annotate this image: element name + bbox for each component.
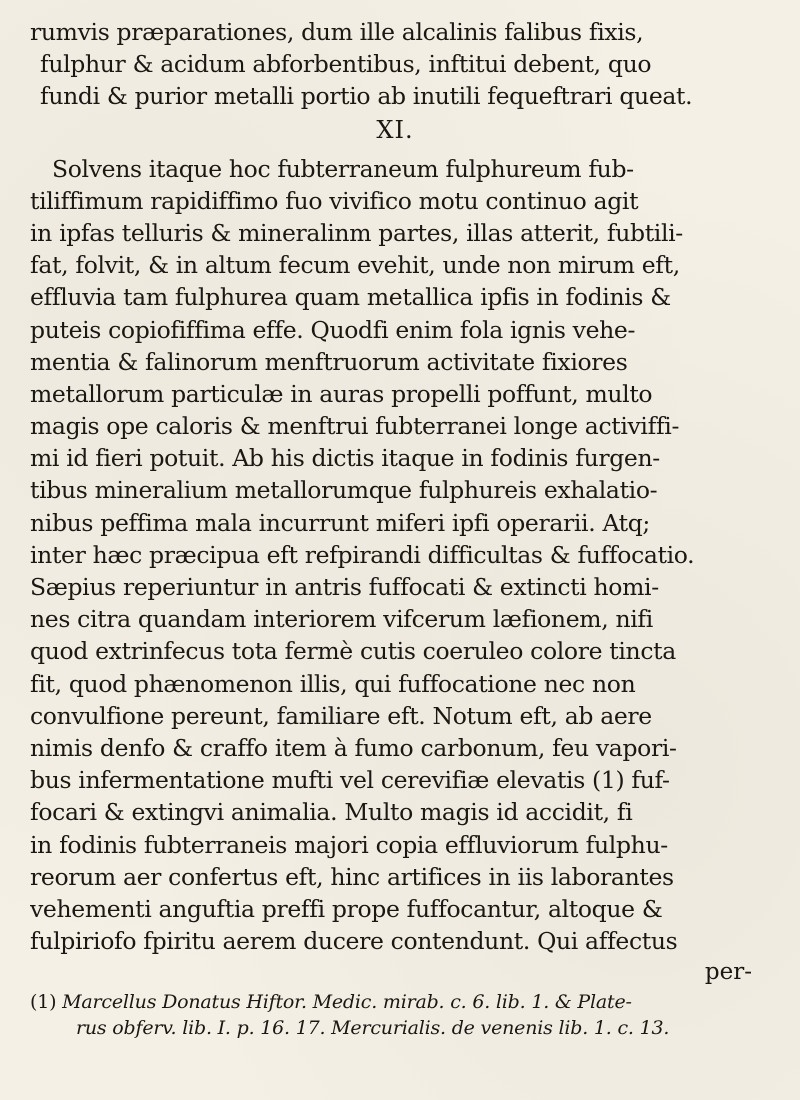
text-line: vehementi anguftia preffi prope fuffocantur, altoque & — [30, 894, 663, 923]
text-line: bus infermentatione mufti vel cerevifiæ elevatis (1) fuf- — [30, 766, 670, 795]
text-line: fundi & purior metalli portio ab inutili fequeftrari queat. — [40, 82, 693, 111]
text-line: fulphur & acidum abforbentibus, inftitui debent, quo — [40, 50, 652, 79]
section-paragraph — [30, 153, 760, 958]
text-line: inter hæc præcipua eft refpirandi difficultas & fuffocatio. — [30, 540, 695, 569]
text-line: effluvia tam fulphurea quam metallica ipfis in fodinis & — [30, 283, 671, 312]
footnotes — [30, 989, 760, 1041]
text-line: magis ope caloris & menftrui fubterranei longe activiffi- — [30, 412, 680, 441]
text-line: in fodinis fubterraneis majori copia effluviorum fulphu- — [30, 830, 668, 859]
text-line: puteis copiofiffima effe. Quodfi enim fola ignis vehe- — [30, 315, 636, 344]
text-line: nimis denfo & craffo item à fumo carbonum, feu vapori- — [30, 733, 677, 762]
footnote-text: rus obferv. lib. I. p. 16. 17. Mercurialis. de venenis lib. 1. c. 13. — [76, 1017, 670, 1040]
footnote-line — [30, 1015, 760, 1041]
footnote-text: Marcellus Donatus Hiftor. Medic. mirab. c. 6. lib. 1. & Plate- — [62, 991, 632, 1014]
text-line: convulfione pereunt, familiare eft. Notum eft, ab aere — [30, 701, 652, 730]
text-line: in ipfas telluris & mineralinm partes, illas atterit, fubtili- — [30, 218, 683, 247]
text-line: fit, quod phænomenon illis, qui fuffocatione nec non — [30, 669, 636, 698]
text-line: fat, folvit, & in altum fecum evehit, unde non mirum eft, — [30, 251, 680, 280]
text-line: fulpiriofo fpiritu aerem ducere contendunt. Qui affectus — [30, 927, 678, 956]
section-heading: XI. — [376, 115, 414, 144]
text-line: reorum aer confertus eft, hinc artifices in iis laborantes — [30, 862, 674, 891]
opening-paragraph — [30, 16, 760, 113]
text-line: metallorum particulæ in auras propelli poffunt, multo — [30, 379, 653, 408]
text-line: tibus mineralium metallorumque fulphureis exhalatio- — [30, 476, 658, 505]
text-line: mentia & falinorum menftruorum activitate fixiores — [30, 347, 628, 376]
text-line: nes citra quandam interiorem vifcerum læfionem, nifi — [30, 605, 653, 634]
text-line: nibus peffima mala incurrunt miferi ipfi operarii. Atq; — [30, 508, 651, 537]
text-line: tiliffimum rapidiffimo fuo vivifico motu continuo agit — [30, 186, 639, 215]
text-line: Solvens itaque hoc fubterraneum fulphureum fub- — [52, 154, 634, 183]
catchword: per- — [704, 959, 752, 986]
text-line: quod extrinfecus tota fermè cutis coeruleo colore tincta — [30, 637, 676, 666]
footnote-marker: (1) — [30, 991, 57, 1014]
text-line: Sæpius reperiuntur in antris fuffocati & extincti homi- — [30, 573, 659, 601]
footnote-line — [30, 989, 760, 1015]
text-line: rumvis præparationes, dum ille alcalinis falibus fixis, — [30, 18, 644, 46]
text-line: mi id fieri potuit. Ab his dictis itaque in fodinis furgen- — [30, 444, 660, 473]
text-line: focari & extingvi animalia. Multo magis id accidit, fi — [30, 798, 633, 827]
